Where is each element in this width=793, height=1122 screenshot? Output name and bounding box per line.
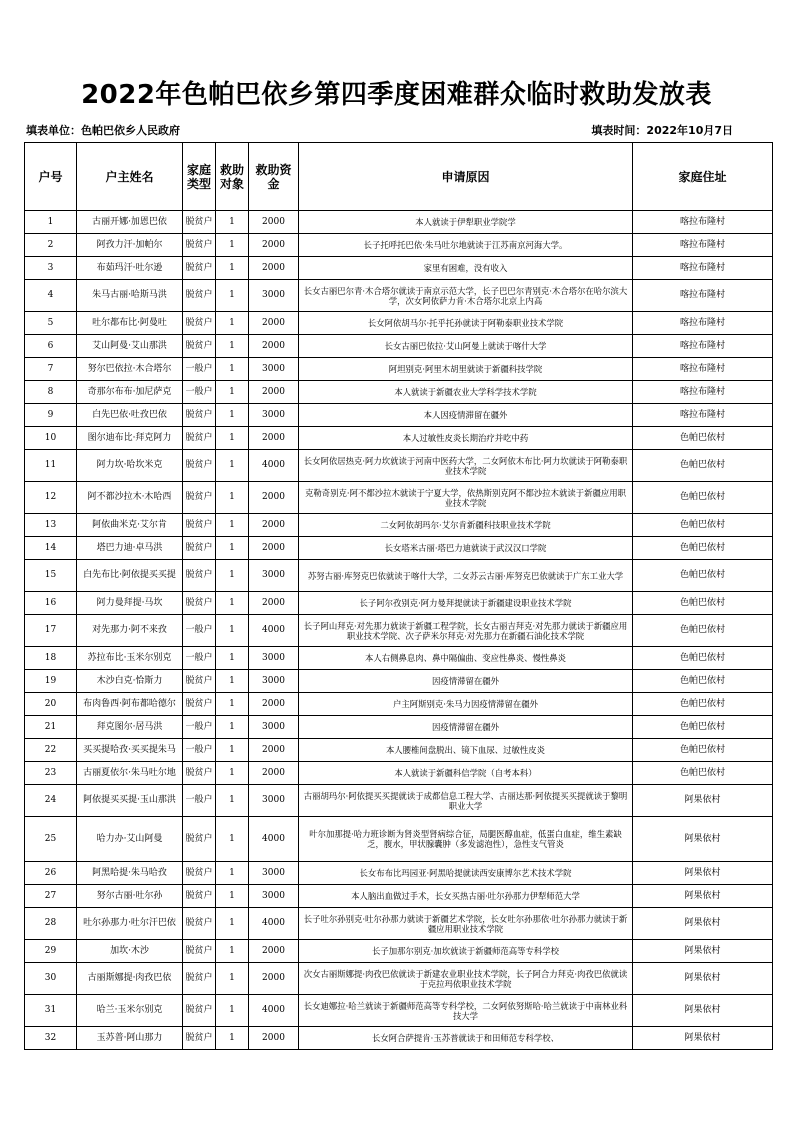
cell-aid-count: 1 <box>216 940 249 963</box>
table-row <box>25 785 773 817</box>
cell-aid-count: 1 <box>216 427 249 450</box>
cell-aid-amount: 4000 <box>249 817 299 862</box>
cell-family-type: 一般户 <box>183 358 216 381</box>
table-row <box>25 762 773 785</box>
cell-aid-amount: 3000 <box>249 647 299 670</box>
cell-family-type: 脱贫户 <box>183 312 216 335</box>
table-row <box>25 963 773 995</box>
cell-address: 色帕巴依村 <box>633 670 773 693</box>
cell-reason: 因疫情滞留在疆外 <box>299 716 633 739</box>
cell-household-no: 28 <box>25 908 77 940</box>
cell-reason: 长女阿依胡马尔·托乎托孙就读于阿勒泰职业技术学院 <box>299 312 633 335</box>
fill-time: 填表时间：2022年10月7日 <box>591 124 733 137</box>
cell-householder-name: 阿黑哈提·朱马哈孜 <box>77 862 183 885</box>
cell-reason: 长子吐尔孙别克·吐尔孙那力就读于新疆艺术学院，长女吐尔孙那依·吐尔孙那力就读于新疆应用职业技术学院 <box>299 908 633 940</box>
cell-household-no: 8 <box>25 381 77 404</box>
cell-household-no: 7 <box>25 358 77 381</box>
cell-family-type: 脱贫户 <box>183 592 216 615</box>
cell-householder-name: 阿依提买买提·玉山那洪 <box>77 785 183 817</box>
cell-reason: 长女阿依居热克·阿力坎就读于河南中医药大学，二女阿依木布比·阿力坎就读于阿勒泰职业技术学院 <box>299 450 633 482</box>
cell-householder-name: 哈兰·玉米尔别克 <box>77 995 183 1027</box>
cell-aid-count: 1 <box>216 312 249 335</box>
cell-aid-amount: 2000 <box>249 234 299 257</box>
cell-aid-count: 1 <box>216 592 249 615</box>
cell-family-type: 脱贫户 <box>183 963 216 995</box>
cell-household-no: 30 <box>25 963 77 995</box>
cell-address: 阿果依村 <box>633 817 773 862</box>
cell-address: 色帕巴依村 <box>633 615 773 647</box>
cell-address: 色帕巴依村 <box>633 427 773 450</box>
cell-aid-amount: 2000 <box>249 693 299 716</box>
table-row <box>25 716 773 739</box>
cell-aid-amount: 3000 <box>249 358 299 381</box>
cell-address: 色帕巴依村 <box>633 560 773 592</box>
cell-household-no: 11 <box>25 450 77 482</box>
cell-reason: 家里有困难，没有收入 <box>299 257 633 280</box>
table-header-row <box>25 143 773 211</box>
cell-family-type: 脱贫户 <box>183 404 216 427</box>
cell-family-type: 脱贫户 <box>183 514 216 537</box>
cell-aid-count: 1 <box>216 615 249 647</box>
cell-address: 阿果依村 <box>633 862 773 885</box>
cell-aid-amount: 2000 <box>249 335 299 358</box>
cell-householder-name: 图尔迪布比·拜克阿力 <box>77 427 183 450</box>
cell-family-type: 脱贫户 <box>183 1027 216 1050</box>
cell-householder-name: 白先巴依·吐孜巴依 <box>77 404 183 427</box>
cell-address: 喀拉布隆村 <box>633 358 773 381</box>
cell-address: 阿果依村 <box>633 963 773 995</box>
cell-reason: 本人就读于新疆科信学院（自考本科） <box>299 762 633 785</box>
cell-reason: 长女阿合萨提肯·玉苏普就读于和田师范专科学校、 <box>299 1027 633 1050</box>
cell-family-type: 脱贫户 <box>183 427 216 450</box>
cell-household-no: 22 <box>25 739 77 762</box>
cell-reason: 本人就读于伊犁职业学院学 <box>299 211 633 234</box>
cell-family-type: 一般户 <box>183 647 216 670</box>
cell-address: 阿果依村 <box>633 1027 773 1050</box>
cell-aid-amount: 4000 <box>249 450 299 482</box>
cell-householder-name: 吐尔都布比·阿曼吐 <box>77 312 183 335</box>
cell-family-type: 脱贫户 <box>183 693 216 716</box>
header-aid-amount: 救助资金 <box>249 143 299 211</box>
cell-family-type: 一般户 <box>183 739 216 762</box>
cell-household-no: 15 <box>25 560 77 592</box>
cell-aid-amount: 2000 <box>249 1027 299 1050</box>
cell-family-type: 脱贫户 <box>183 280 216 312</box>
cell-address: 喀拉布隆村 <box>633 280 773 312</box>
cell-aid-amount: 2000 <box>249 482 299 514</box>
cell-aid-count: 1 <box>216 908 249 940</box>
table-row <box>25 817 773 862</box>
cell-reason: 因疫情滞留在疆外 <box>299 670 633 693</box>
cell-aid-amount: 2000 <box>249 963 299 995</box>
cell-aid-count: 1 <box>216 739 249 762</box>
cell-aid-count: 1 <box>216 647 249 670</box>
cell-family-type: 一般户 <box>183 785 216 817</box>
cell-householder-name: 古丽夏依尔·朱马吐尔地 <box>77 762 183 785</box>
cell-aid-amount: 2000 <box>249 312 299 335</box>
table-row <box>25 358 773 381</box>
cell-address: 喀拉布隆村 <box>633 257 773 280</box>
cell-household-no: 16 <box>25 592 77 615</box>
cell-aid-amount: 2000 <box>249 762 299 785</box>
table-row <box>25 647 773 670</box>
cell-family-type: 一般户 <box>183 381 216 404</box>
cell-aid-amount: 2000 <box>249 537 299 560</box>
cell-family-type: 脱贫户 <box>183 862 216 885</box>
cell-aid-amount: 2000 <box>249 427 299 450</box>
cell-address: 色帕巴依村 <box>633 537 773 560</box>
cell-aid-count: 1 <box>216 280 249 312</box>
cell-reason: 克勒奇别克·阿不都沙拉木就读于宁夏大学，依热斯别克阿不都沙拉木就读于新疆应用职业技术学院 <box>299 482 633 514</box>
cell-householder-name: 努尔古丽·吐尔孙 <box>77 885 183 908</box>
cell-reason: 长子加那尔别克·加坎就读于新疆师范高等专科学校 <box>299 940 633 963</box>
cell-address: 阿果依村 <box>633 785 773 817</box>
cell-household-no: 21 <box>25 716 77 739</box>
cell-reason: 叶尔加那提·哈力班诊断为肾炎型肾病综合征，局腿医醇血症，低蛋白血症，维生素缺乏，腹水，甲状腺囊肿（多发滤泡性），急性支气管炎 <box>299 817 633 862</box>
cell-address: 色帕巴依村 <box>633 716 773 739</box>
cell-household-no: 31 <box>25 995 77 1027</box>
cell-family-type: 脱贫户 <box>183 560 216 592</box>
header-household-no: 户号 <box>25 143 77 211</box>
cell-reason: 次女古丽斯娜提·肉孜巴依就读于新建农业职业技术学院，长子阿合力拜克·肉孜巴依就读于克拉玛依职业技术学院 <box>299 963 633 995</box>
cell-aid-amount: 2000 <box>249 592 299 615</box>
cell-aid-amount: 3000 <box>249 280 299 312</box>
cell-household-no: 26 <box>25 862 77 885</box>
cell-aid-count: 1 <box>216 862 249 885</box>
table-row <box>25 381 773 404</box>
cell-reason: 长女塔米古丽·塔巴力迪就读于武汉汉口学院 <box>299 537 633 560</box>
cell-reason: 长女古丽巴依拉·艾山阿曼上就读于喀什大学 <box>299 335 633 358</box>
table-row <box>25 312 773 335</box>
cell-family-type: 脱贫户 <box>183 482 216 514</box>
cell-householder-name: 古丽开娜·加恩巴依 <box>77 211 183 234</box>
cell-householder-name: 对先那力·阿不来孜 <box>77 615 183 647</box>
cell-aid-amount: 2000 <box>249 381 299 404</box>
cell-aid-amount: 2000 <box>249 940 299 963</box>
cell-family-type: 脱贫户 <box>183 537 216 560</box>
cell-aid-amount: 2000 <box>249 211 299 234</box>
cell-householder-name: 努尔巴依拉·木合塔尔 <box>77 358 183 381</box>
cell-householder-name: 布肉鲁西·阿布都哈德尔 <box>77 693 183 716</box>
cell-aid-count: 1 <box>216 257 249 280</box>
cell-family-type: 脱贫户 <box>183 940 216 963</box>
cell-householder-name: 塔巴力迪·卓马洪 <box>77 537 183 560</box>
cell-reason: 长子托呼托巴依·朱马吐尔地就读于江苏南京河海大学。 <box>299 234 633 257</box>
table-row <box>25 427 773 450</box>
cell-household-no: 13 <box>25 514 77 537</box>
table-row <box>25 693 773 716</box>
cell-aid-count: 1 <box>216 762 249 785</box>
cell-address: 色帕巴依村 <box>633 739 773 762</box>
cell-aid-count: 1 <box>216 1027 249 1050</box>
table-row <box>25 940 773 963</box>
cell-householder-name: 玉苏普·阿山那力 <box>77 1027 183 1050</box>
cell-household-no: 18 <box>25 647 77 670</box>
cell-aid-amount: 3000 <box>249 885 299 908</box>
cell-aid-count: 1 <box>216 404 249 427</box>
cell-reason: 本人就读于新疆农业大学科学技术学院 <box>299 381 633 404</box>
cell-aid-amount: 3000 <box>249 670 299 693</box>
table-row <box>25 450 773 482</box>
cell-reason: 本人脑出血做过手术，长女买热古丽·吐尔孙那力伊犁师范大学 <box>299 885 633 908</box>
cell-aid-count: 1 <box>216 670 249 693</box>
cell-family-type: 一般户 <box>183 615 216 647</box>
table-row <box>25 257 773 280</box>
header-address: 家庭住址 <box>633 143 773 211</box>
cell-household-no: 20 <box>25 693 77 716</box>
cell-reason: 本人右侧鼻息肉、鼻中隔偏曲、变应性鼻炎、慢性鼻炎 <box>299 647 633 670</box>
cell-household-no: 2 <box>25 234 77 257</box>
cell-address: 喀拉布隆村 <box>633 234 773 257</box>
cell-aid-amount: 3000 <box>249 785 299 817</box>
cell-address: 喀拉布隆村 <box>633 312 773 335</box>
cell-family-type: 脱贫户 <box>183 762 216 785</box>
header-householder-name: 户主姓名 <box>77 143 183 211</box>
cell-aid-amount: 4000 <box>249 908 299 940</box>
cell-aid-amount: 2000 <box>249 739 299 762</box>
cell-householder-name: 艾山阿曼·艾山那洪 <box>77 335 183 358</box>
table-row <box>25 670 773 693</box>
cell-household-no: 1 <box>25 211 77 234</box>
cell-reason: 古丽胡玛尔·阿依提买买提就读于成都信息工程大学、古丽达那·阿依提买买提就读于黎明职业大学 <box>299 785 633 817</box>
cell-aid-amount: 2000 <box>249 514 299 537</box>
cell-reason: 本人因疫情滞留在疆外 <box>299 404 633 427</box>
cell-aid-amount: 2000 <box>249 257 299 280</box>
cell-reason: 阿坦别克·阿里木胡里就读于新疆科技学院 <box>299 358 633 381</box>
cell-householder-name: 奇那尔布布·加尼萨克 <box>77 381 183 404</box>
cell-householder-name: 古丽斯娜提·肉孜巴依 <box>77 963 183 995</box>
cell-aid-amount: 4000 <box>249 995 299 1027</box>
cell-household-no: 19 <box>25 670 77 693</box>
cell-address: 色帕巴依村 <box>633 514 773 537</box>
cell-address: 喀拉布隆村 <box>633 381 773 404</box>
cell-household-no: 14 <box>25 537 77 560</box>
cell-householder-name: 阿力坎·哈坎米克 <box>77 450 183 482</box>
table-row <box>25 1027 773 1050</box>
cell-aid-count: 1 <box>216 358 249 381</box>
cell-household-no: 4 <box>25 280 77 312</box>
header-family-type: 家庭类型 <box>183 143 216 211</box>
table-row <box>25 234 773 257</box>
table-row <box>25 335 773 358</box>
fill-unit: 填表单位：色帕巴依乡人民政府 <box>26 124 180 137</box>
cell-householder-name: 布茹玛汗·吐尔逊 <box>77 257 183 280</box>
cell-householder-name: 吐尔孙那力·吐尔汗巴依 <box>77 908 183 940</box>
cell-householder-name: 买买提哈孜·买买提朱马 <box>77 739 183 762</box>
cell-aid-count: 1 <box>216 450 249 482</box>
cell-aid-count: 1 <box>216 716 249 739</box>
cell-aid-count: 1 <box>216 211 249 234</box>
cell-family-type: 脱贫户 <box>183 817 216 862</box>
cell-aid-amount: 3000 <box>249 862 299 885</box>
cell-address: 色帕巴依村 <box>633 450 773 482</box>
cell-household-no: 9 <box>25 404 77 427</box>
cell-reason: 本人腰椎间盘脱出、镜下血尿、过敏性皮炎 <box>299 739 633 762</box>
table-row <box>25 404 773 427</box>
table-row <box>25 514 773 537</box>
cell-householder-name: 拜克图尔·居马洪 <box>77 716 183 739</box>
table-row <box>25 537 773 560</box>
cell-aid-amount: 3000 <box>249 716 299 739</box>
cell-address: 色帕巴依村 <box>633 762 773 785</box>
table-row <box>25 995 773 1027</box>
cell-aid-count: 1 <box>216 234 249 257</box>
cell-aid-count: 1 <box>216 537 249 560</box>
cell-householder-name: 阿不都沙拉木·木哈西 <box>77 482 183 514</box>
cell-aid-count: 1 <box>216 693 249 716</box>
cell-aid-count: 1 <box>216 560 249 592</box>
table-row <box>25 482 773 514</box>
cell-reason: 长子阿山拜克·对先那力就读于新疆工程学院，长女古丽吉拜克·对先那力就读于新疆应用职业技术学院、次子萨米尔拜克·对先那力在新疆石油化技术学院 <box>299 615 633 647</box>
cell-reason: 苏努古丽·库努克巴依就读于喀什大学，二女苏云古丽·库努克巴依就读于广东工业大学 <box>299 560 633 592</box>
cell-householder-name: 加坎·木沙 <box>77 940 183 963</box>
cell-householder-name: 苏拉布比·玉米尔别克 <box>77 647 183 670</box>
cell-address: 阿果依村 <box>633 885 773 908</box>
cell-householder-name: 木沙白克·恰斯力 <box>77 670 183 693</box>
cell-reason: 长女古丽巴尔青·木合塔尔就读于南京示范大学，长子巴巴尔青别克·木合塔尔在哈尔滨大学，次女阿依萨力肯·木合塔尔北京上内高 <box>299 280 633 312</box>
table-row <box>25 739 773 762</box>
page-title: 2022年色帕巴依乡第四季度困难群众临时救助发放表 <box>81 80 712 110</box>
cell-aid-amount: 3000 <box>249 560 299 592</box>
cell-household-no: 32 <box>25 1027 77 1050</box>
cell-address: 阿果依村 <box>633 995 773 1027</box>
cell-address: 喀拉布隆村 <box>633 211 773 234</box>
cell-family-type: 脱贫户 <box>183 257 216 280</box>
cell-reason: 二女阿依胡玛尔·艾尔肯新疆科技职业技术学院 <box>299 514 633 537</box>
cell-household-no: 3 <box>25 257 77 280</box>
cell-householder-name: 阿孜力汗·加帕尔 <box>77 234 183 257</box>
cell-address: 色帕巴依村 <box>633 693 773 716</box>
cell-household-no: 5 <box>25 312 77 335</box>
cell-reason: 本人过敏性皮炎长期治疗并吃中药 <box>299 427 633 450</box>
cell-aid-count: 1 <box>216 335 249 358</box>
cell-householder-name: 朱马古丽·哈斯马洪 <box>77 280 183 312</box>
cell-address: 色帕巴依村 <box>633 592 773 615</box>
cell-aid-count: 1 <box>216 785 249 817</box>
table-row <box>25 908 773 940</box>
cell-family-type: 脱贫户 <box>183 885 216 908</box>
table-row <box>25 560 773 592</box>
cell-aid-count: 1 <box>216 995 249 1027</box>
relief-table <box>24 142 773 1050</box>
cell-household-no: 12 <box>25 482 77 514</box>
cell-family-type: 脱贫户 <box>183 211 216 234</box>
cell-household-no: 27 <box>25 885 77 908</box>
cell-family-type: 脱贫户 <box>183 234 216 257</box>
cell-household-no: 25 <box>25 817 77 862</box>
cell-family-type: 脱贫户 <box>183 995 216 1027</box>
cell-address: 色帕巴依村 <box>633 482 773 514</box>
table-row <box>25 885 773 908</box>
table-row <box>25 280 773 312</box>
table-row <box>25 615 773 647</box>
cell-reason: 户主阿斯别克·朱马力因疫情滞留在疆外 <box>299 693 633 716</box>
cell-family-type: 脱贫户 <box>183 670 216 693</box>
cell-aid-count: 1 <box>216 817 249 862</box>
cell-householder-name: 阿依曲米克·艾尔肯 <box>77 514 183 537</box>
cell-aid-count: 1 <box>216 885 249 908</box>
cell-household-no: 29 <box>25 940 77 963</box>
cell-family-type: 脱贫户 <box>183 908 216 940</box>
cell-householder-name: 白先布比·阿依提买买提 <box>77 560 183 592</box>
cell-family-type: 一般户 <box>183 716 216 739</box>
cell-address: 阿果依村 <box>633 940 773 963</box>
table-row <box>25 592 773 615</box>
cell-aid-count: 1 <box>216 482 249 514</box>
cell-family-type: 脱贫户 <box>183 450 216 482</box>
cell-reason: 长子阿尔孜别克·阿力曼拜提就读于新疆建设职业技术学院 <box>299 592 633 615</box>
cell-household-no: 23 <box>25 762 77 785</box>
cell-householder-name: 阿力曼拜提·马坎 <box>77 592 183 615</box>
cell-household-no: 17 <box>25 615 77 647</box>
cell-household-no: 6 <box>25 335 77 358</box>
cell-household-no: 24 <box>25 785 77 817</box>
cell-aid-count: 1 <box>216 381 249 404</box>
header-aid-count: 救助对象 <box>216 143 249 211</box>
cell-householder-name: 哈力办·艾山阿曼 <box>77 817 183 862</box>
cell-reason: 长女布布比玛园亚·阿黑哈提就读西安康博尔艺术技术学院 <box>299 862 633 885</box>
cell-address: 阿果依村 <box>633 908 773 940</box>
header-reason: 申请原因 <box>299 143 633 211</box>
cell-aid-amount: 4000 <box>249 615 299 647</box>
cell-household-no: 10 <box>25 427 77 450</box>
cell-aid-count: 1 <box>216 514 249 537</box>
cell-aid-amount: 3000 <box>249 404 299 427</box>
cell-address: 喀拉布隆村 <box>633 335 773 358</box>
cell-address: 喀拉布隆村 <box>633 404 773 427</box>
cell-aid-count: 1 <box>216 963 249 995</box>
cell-family-type: 脱贫户 <box>183 335 216 358</box>
table-row <box>25 211 773 234</box>
table-row <box>25 862 773 885</box>
cell-address: 色帕巴依村 <box>633 647 773 670</box>
cell-reason: 长女迪娜拉·哈兰就读于新疆师范高等专科学校，二女阿依努斯哈·哈兰就读于中南林业科技大学 <box>299 995 633 1027</box>
